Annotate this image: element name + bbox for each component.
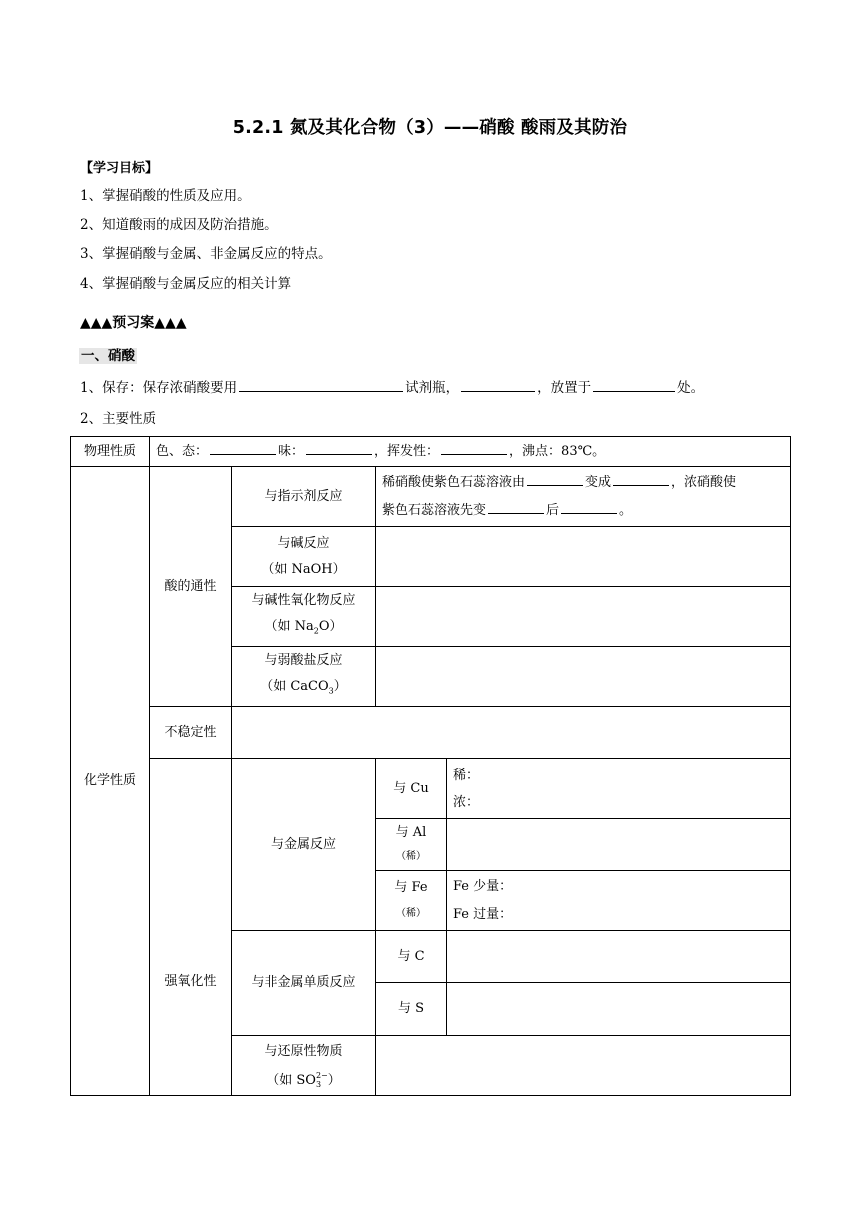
formula-subscript: 3: [328, 686, 334, 696]
blank-line: [593, 378, 675, 392]
objective-item: 1、掌握硝酸的性质及应用。: [80, 188, 251, 204]
page-title: 5.2.1 氮及其化合物（3）——硝酸 酸雨及其防治: [232, 118, 628, 138]
basic-oxide-line2: [238, 614, 369, 645]
formula-part: （如 Na: [264, 619, 314, 635]
blank-line: [527, 472, 583, 486]
objective-item: 4、掌握硝酸与金属反应的相关计算: [80, 276, 292, 292]
physical-content: [150, 437, 791, 467]
physical-label: 物理性质: [71, 437, 150, 467]
fe-excess: Fe 过量：: [453, 906, 513, 922]
nonmetal-reaction-label: 与非金属单质反应: [232, 931, 376, 1036]
weak-acid-salt-line1: 与弱酸盐反应: [264, 653, 343, 669]
al-note: （稀）: [396, 850, 426, 862]
table-row: [71, 707, 791, 759]
base-line1: 与碱反应: [277, 535, 330, 551]
formula-part: （如 CaCO: [260, 679, 329, 695]
storage-prefix: 1、保存：保存浓硝酸要用: [80, 380, 238, 396]
indicator-line2: [382, 497, 784, 525]
c-label: 与 C: [376, 931, 447, 983]
blank-line: [306, 441, 372, 455]
boiling-label: ，沸点：83℃。: [509, 443, 606, 459]
cu-label: 与 Cu: [376, 759, 447, 819]
objectives-heading: 【学习目标】: [80, 161, 159, 176]
preview-heading: ▲▲▲预习案▲▲▲: [80, 315, 187, 331]
basic-oxide-label: [232, 587, 376, 647]
indicator-text: ，浓硝酸使: [671, 474, 737, 490]
answer-cell[interactable]: [447, 983, 791, 1036]
table-row: [71, 467, 791, 527]
formula-subscript: 2: [313, 626, 319, 636]
storage-mid1: 试剂瓶，: [405, 380, 460, 396]
objective-item: 2、知道酸雨的成因及防治措施。: [80, 217, 278, 233]
fe-small: Fe 少量：: [453, 878, 513, 894]
formula-part: （如 SO: [266, 1072, 316, 1088]
properties-table: [70, 436, 791, 1096]
table-row: [71, 437, 791, 467]
fe-label-text: 与 Fe: [394, 879, 428, 895]
formula-ion-charge: [316, 1071, 328, 1089]
fe-label: [376, 871, 447, 931]
cu-dilute: 稀：: [453, 767, 480, 783]
blank-line: [210, 441, 276, 455]
properties-heading: 2、主要性质: [80, 411, 157, 427]
metal-reaction-label: 与金属反应: [232, 759, 376, 931]
acid-common-label: 酸的通性: [150, 467, 232, 707]
basic-oxide-line1: 与碱性氧化物反应: [251, 593, 356, 609]
fe-note: （稀）: [396, 907, 426, 919]
blank-line: [239, 378, 403, 392]
al-label: [376, 819, 447, 871]
indicator-text: 紫色石蕊溶液先变: [382, 502, 487, 518]
formula-part: ）: [327, 1072, 341, 1088]
formula-part: O）: [318, 619, 343, 635]
answer-cell[interactable]: [447, 931, 791, 983]
volatility-label: ，挥发性：: [374, 443, 440, 459]
blank-line: [461, 378, 535, 392]
answer-cell[interactable]: [232, 707, 791, 759]
s-label: 与 S: [376, 983, 447, 1036]
formula-superscript: 2−: [315, 1071, 328, 1080]
base-reaction-label: [232, 527, 376, 587]
answer-cell[interactable]: [376, 527, 791, 587]
blank-line: [561, 500, 617, 514]
instability-label: 不稳定性: [150, 707, 232, 759]
blank-line: [488, 500, 544, 514]
weak-acid-salt-label: [232, 647, 376, 707]
weak-acid-salt-line2: [238, 674, 369, 705]
indicator-text: 稀硝酸使紫色石蕊溶液由: [382, 474, 526, 490]
oxidizing-label: 强氧化性: [150, 759, 232, 1096]
section-heading-text: 一、硝酸: [81, 348, 135, 364]
smell-label: 味：: [278, 443, 305, 459]
cu-content[interactable]: [447, 759, 791, 819]
chemical-label: 化学性质: [71, 467, 150, 1096]
reducing-line2: [238, 1066, 369, 1095]
objective-item: 3、掌握硝酸与金属、非金属反应的特点。: [80, 246, 332, 262]
reducing-label: [232, 1036, 376, 1096]
section-heading: [79, 344, 137, 364]
indicator-line1: [382, 469, 784, 497]
indicator-label: 与指示剂反应: [232, 467, 376, 527]
blank-line: [613, 472, 669, 486]
al-label-text: 与 Al: [395, 824, 427, 840]
answer-cell[interactable]: [376, 647, 791, 707]
reducing-line1: 与还原性物质: [264, 1043, 343, 1059]
storage-suffix: 处。: [677, 380, 705, 396]
formula-subscript: 3: [315, 1080, 322, 1089]
answer-cell[interactable]: [376, 1036, 791, 1096]
blank-line: [441, 441, 507, 455]
answer-cell[interactable]: [447, 819, 791, 871]
indicator-text: 变成: [585, 474, 612, 490]
indicator-text: 后: [546, 502, 560, 518]
storage-line: [80, 376, 704, 396]
answer-cell[interactable]: [376, 587, 791, 647]
formula-part: ）: [333, 679, 347, 695]
indicator-content: [376, 467, 791, 527]
fe-content[interactable]: [447, 871, 791, 931]
indicator-text: 。: [619, 502, 633, 518]
color-state-label: 色、态：: [156, 443, 209, 459]
base-line2: （如 NaOH）: [261, 561, 346, 577]
cu-conc: 浓：: [453, 794, 480, 810]
storage-mid2: ，放置于: [537, 380, 592, 396]
table-row: [71, 759, 791, 819]
